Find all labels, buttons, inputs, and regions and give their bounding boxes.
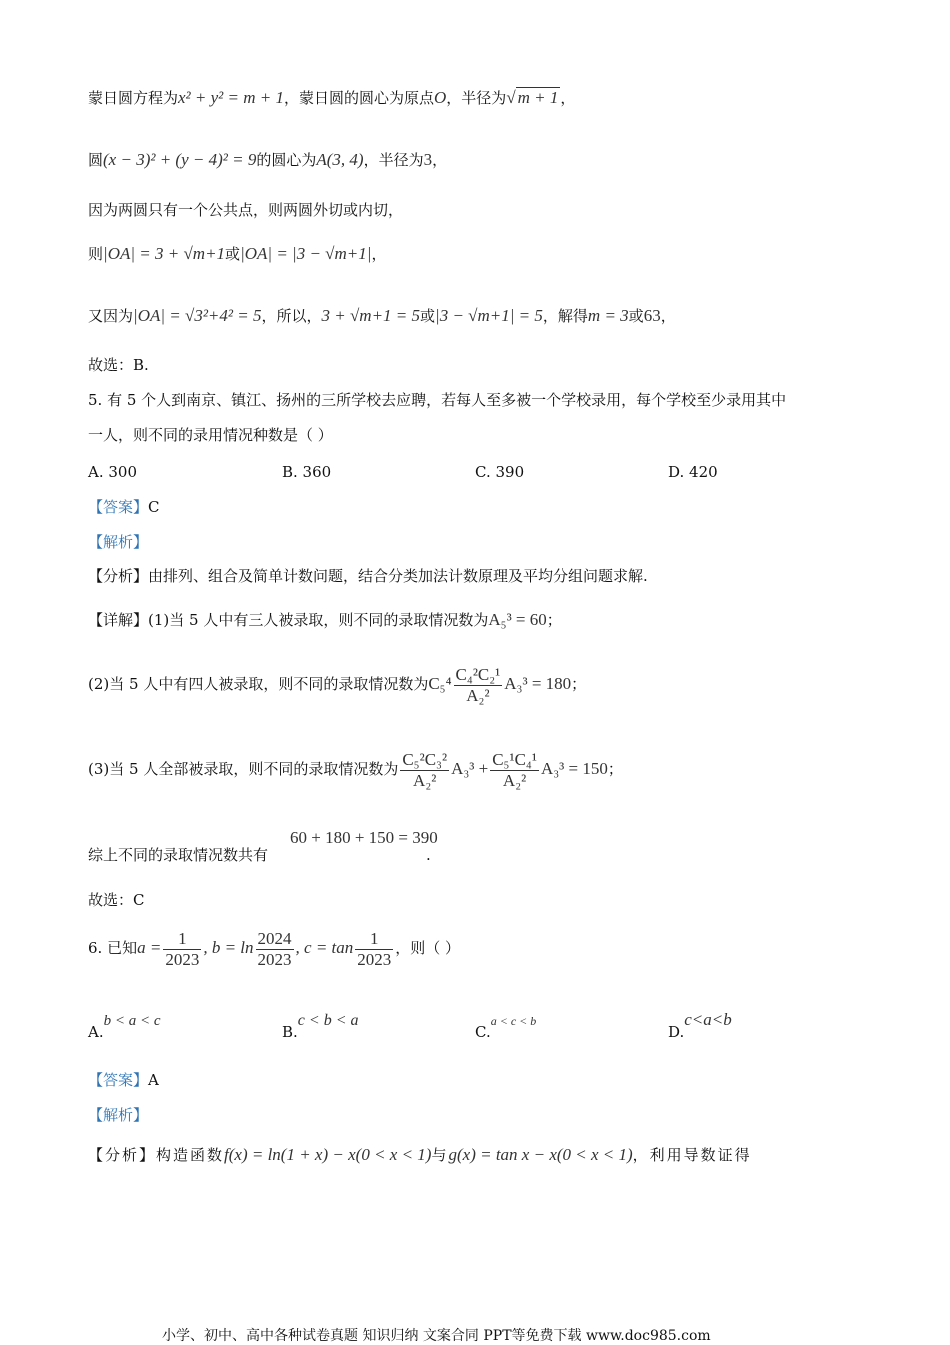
q5-detail-2: (2)当 5 人中有四人被录取，则不同的录取情况数为C₅⁴ $\frac{\text{C₄²C₂¹}}{\text{A₂²}}$ A₃³ = 180； [88, 664, 587, 705]
q6-option-c: C.$^{a < c < b}$ [475, 1014, 537, 1041]
q5-option-a: A. 300 [88, 463, 137, 481]
q6-fenxi: 【分析】构造函数f(x) = ln(1 + x) − x(0 < x < 1)与g(x) = tan x − x(0 < x < 1)，利用导数证得 [88, 1145, 752, 1164]
frac-a: $\frac{1}{2023}$ [165, 928, 200, 969]
q5-option-d: D. 420 [668, 463, 718, 481]
frac-detail-2: $\frac{\text{C₄²C₂¹}}{\text{A₂²}}$ [455, 664, 501, 705]
q6-option-b: B.c < b < a [282, 1012, 359, 1041]
line-circle-center: 圆(x − 3)² + (y − 4)² = 9的圆心为A(3, 4)，半径为3， [88, 150, 448, 169]
q5-option-c: C. 390 [475, 463, 525, 481]
frac-c: $\frac{1}{2023}$ [357, 928, 392, 969]
line-solve-m: 又因为|OA| = √3²+4² = 5，所以，3 + √m+1 = 5或|3 − √m+1| = 5，解得m = 3或63， [88, 306, 676, 325]
line-choose-b: 故选：B. [88, 356, 149, 374]
q5-fenxi: 【分析】由排列、组合及简单计数问题，结合分类加法计数原理及平均分组问题求解. [88, 567, 648, 585]
frac-detail-3b: $\frac{\text{C₅¹C₄¹}}{\text{A₂²}}$ [492, 749, 537, 790]
q5-choose: 故选：C [88, 891, 145, 909]
q6-stem: 6. 已知a = $\frac{1}{2023}$ , b = ln $\frac{2024}{2023}$ , c = tan $\frac{1}{2023}$ ，则（ ） [88, 928, 461, 969]
line-monge-circle: 蒙日圆方程为x² + y² = m + 1，蒙日圆的圆心为原点O，半径为√ m + 1 ， [88, 88, 576, 107]
q5-stem-line2: 一人，则不同的录用情况种数是（ ） [88, 426, 333, 444]
frac-b: $\frac{2024}{2023}$ [257, 928, 292, 969]
q5-option-b: B. 360 [282, 463, 332, 481]
q6-option-a: A.b < a < c [88, 1013, 161, 1041]
q5-detail-3: (3)当 5 人全部被录取，则不同的录取情况数为 $\frac{\text{C₅²C₃²}}{\text{A₂²}}$ A₃³ + $\frac{\text{C₅¹C₄¹}}{\text{A₂²}}$ A₃³ = 150； [88, 749, 623, 790]
q5-stem-line1: 5. 有 5 个人到南京、镇江、扬州的三所学校去应聘，若每人至多被一个学校录用，每个学校至少录用其中 [88, 391, 787, 409]
q5-detail-1: 【详解】(1)当 5 人中有三人被录取，则不同的录取情况数为A₅³ = 60； [88, 610, 562, 629]
q6-answer: 【答案】A [88, 1071, 159, 1089]
q5-analysis-tag: 【解析】 [88, 533, 149, 551]
q5-answer: 【答案】C [88, 498, 160, 516]
q6-option-d: D.c<a<b [668, 1010, 732, 1041]
page-footer: 小学、初中、高中各种试卷真题 知识归纳 文案合同 PPT等免费下载 www.doc985.com [162, 1328, 711, 1344]
q6-analysis-tag: 【解析】 [88, 1106, 149, 1124]
q5-summary-math: 60 + 180 + 150 = 390 [290, 828, 438, 847]
q5-summary: 综上不同的录取情况数共有 . [88, 846, 431, 864]
line-oa-cases: 则|OA| = 3 + √m+1或|OA| = |3 − √m+1|， [88, 244, 387, 263]
frac-detail-3a: $\frac{\text{C₅²C₃²}}{\text{A₂²}}$ [402, 749, 448, 790]
line-tangent: 因为两圆只有一个公共点，则两圆外切或内切， [88, 201, 404, 219]
